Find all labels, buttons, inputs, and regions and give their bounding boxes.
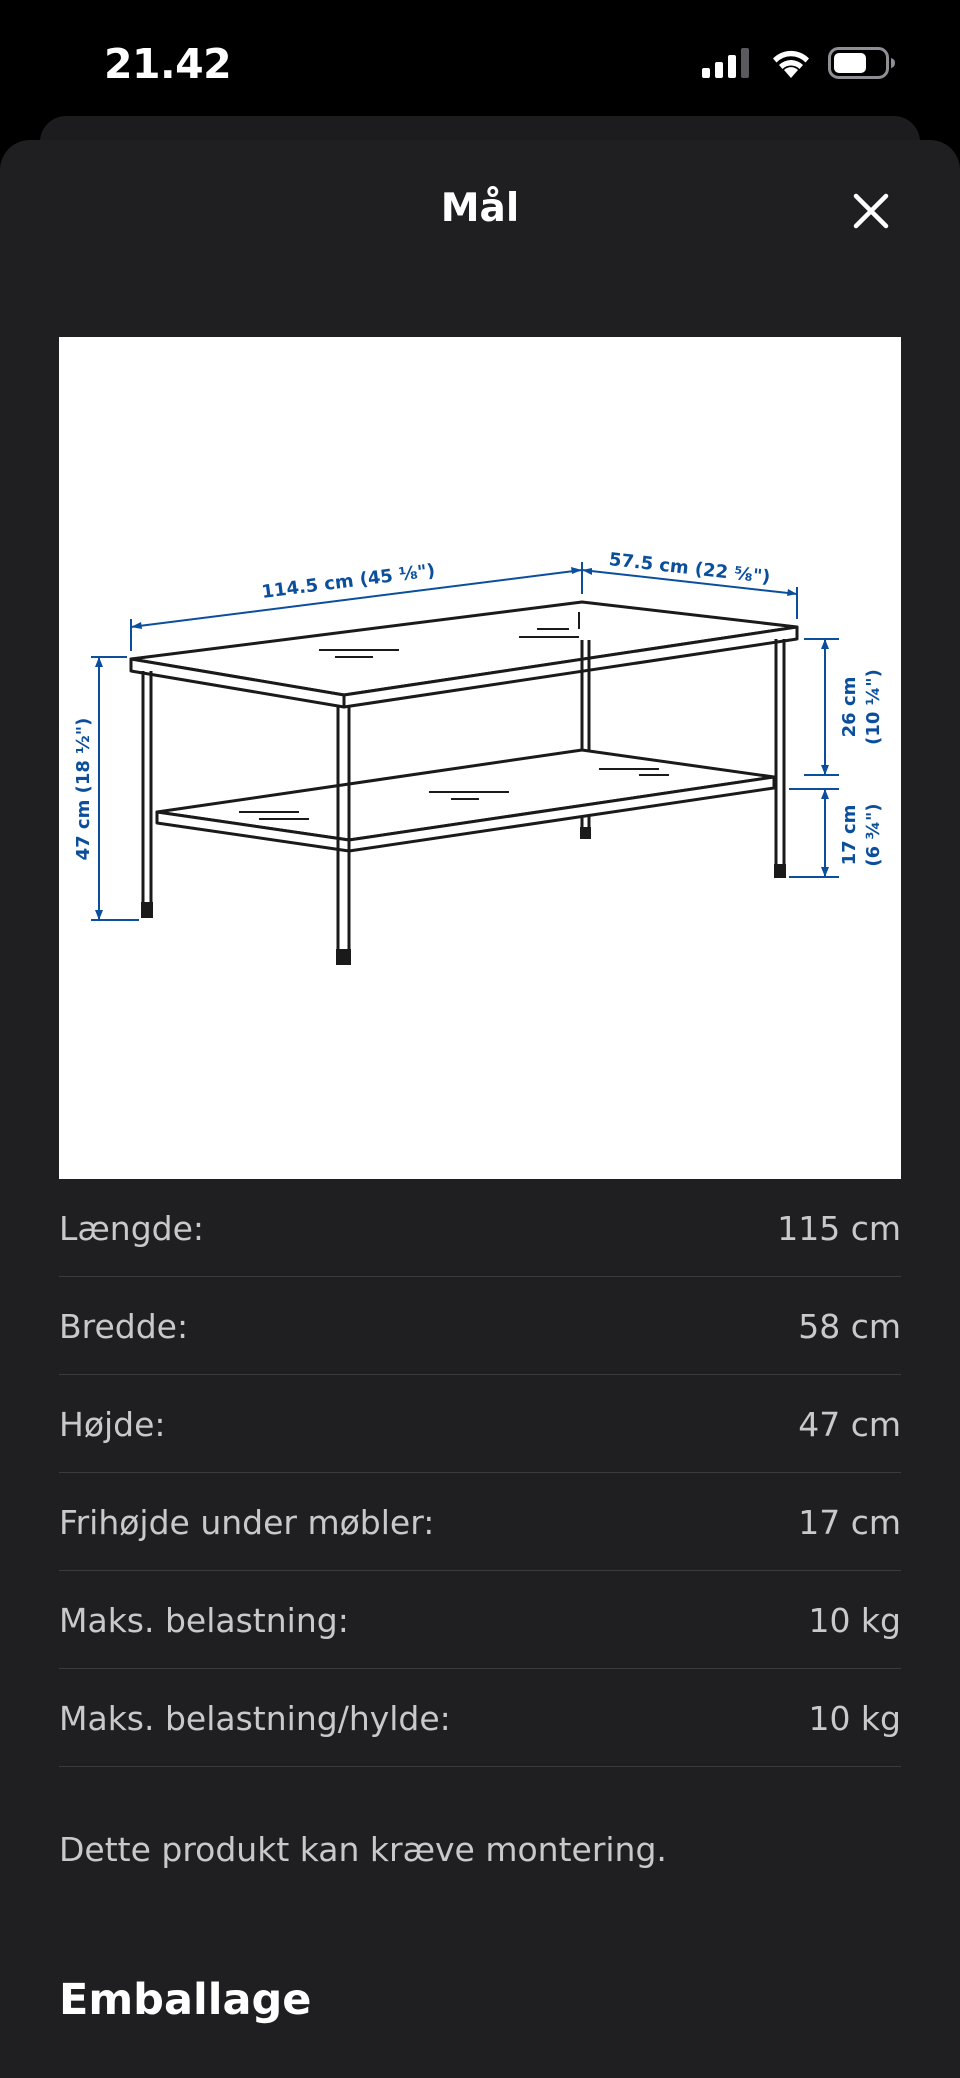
- packaging-heading: Emballage: [59, 1975, 312, 2025]
- coffee-table-drawing: [59, 337, 901, 1179]
- dimension-row-height: [59, 1375, 901, 1473]
- lower-gap-cm-label: 17 cm: [839, 804, 860, 866]
- status-icons: [702, 46, 896, 80]
- dimension-value: 10 kg: [808, 1601, 901, 1640]
- dimension-value: 58 cm: [798, 1307, 901, 1346]
- dimension-label: Bredde:: [59, 1307, 189, 1346]
- lower-gap-in-label: (6 ¾"): [863, 803, 884, 867]
- close-button[interactable]: [845, 185, 897, 237]
- dimension-label: Maks. belastning/hylde:: [59, 1699, 451, 1738]
- sheet-title: Mål: [440, 186, 520, 231]
- width-dimension-label: 57.5 cm (22 ⅝"): [607, 549, 772, 589]
- height-dimension-label: 47 cm (18 ½"): [73, 717, 94, 861]
- dimension-row-max-load: [59, 1571, 901, 1669]
- dimension-value: 10 kg: [808, 1699, 901, 1738]
- dimensions-list: [59, 1179, 901, 1767]
- status-bar: [0, 0, 960, 120]
- dimension-value: 17 cm: [798, 1503, 901, 1542]
- dimensions-sheet: [0, 140, 960, 2078]
- battery-icon: [828, 47, 896, 79]
- dimension-label: Længde:: [59, 1209, 205, 1248]
- dimension-label: Højde:: [59, 1405, 166, 1444]
- dimension-label: Maks. belastning:: [59, 1601, 349, 1640]
- dimension-row-clearance: [59, 1473, 901, 1571]
- dimension-row-length: [59, 1179, 901, 1277]
- dimension-row-width: [59, 1277, 901, 1375]
- dimension-row-max-load-shelf: [59, 1669, 901, 1767]
- assembly-note: Dette produkt kan kræve montering.: [59, 1830, 667, 1869]
- upper-gap-in-label: (10 ¼"): [863, 669, 884, 745]
- close-icon: [853, 193, 889, 229]
- length-dimension-label: 114.5 cm (45 ⅛"): [260, 560, 437, 603]
- wifi-icon: [770, 47, 812, 79]
- cellular-signal-icon: [702, 48, 750, 78]
- status-time: 21.42: [104, 40, 232, 88]
- dimension-value: 47 cm: [798, 1405, 901, 1444]
- dimension-label: Frihøjde under møbler:: [59, 1503, 435, 1542]
- upper-gap-cm-label: 26 cm: [839, 676, 860, 738]
- dimension-diagram: [59, 337, 901, 1179]
- dimension-value: 115 cm: [777, 1209, 901, 1248]
